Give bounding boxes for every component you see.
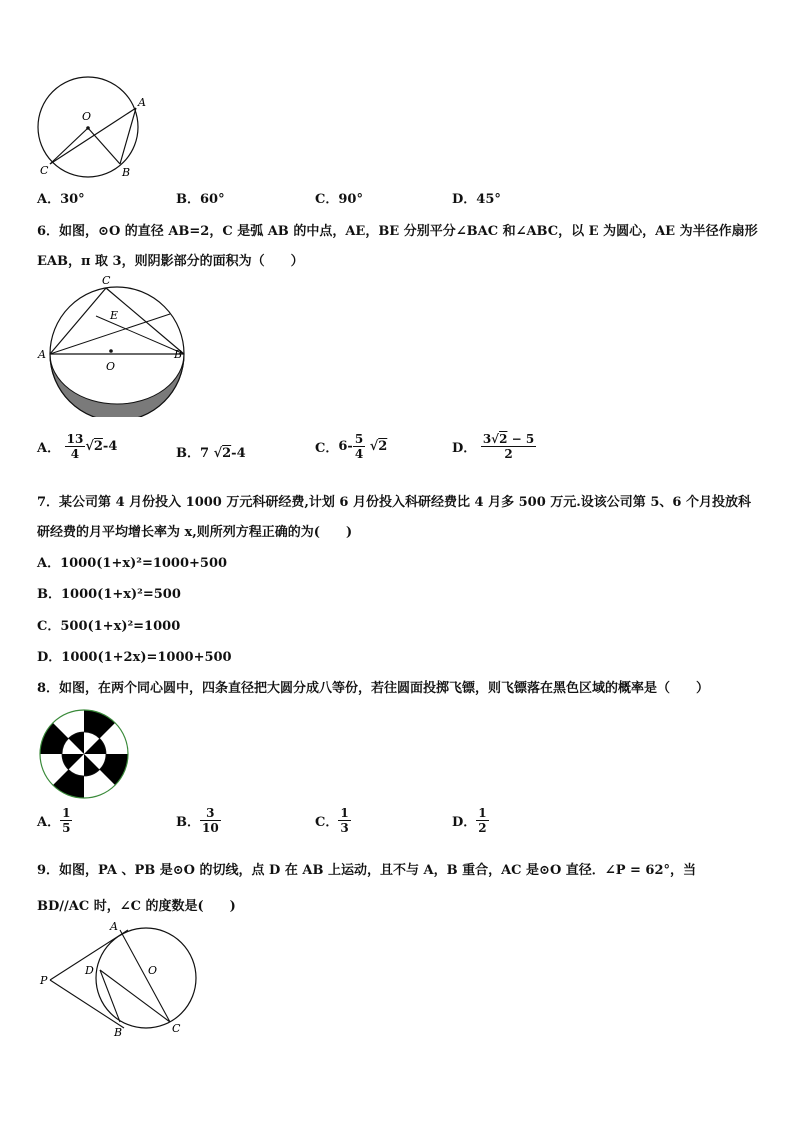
q5-line-AC — [50, 108, 136, 164]
q5-label-B: B — [122, 166, 131, 179]
q9-figure — [36, 918, 202, 1042]
q9-label-D: D — [85, 964, 94, 977]
q6-label-B: B — [174, 348, 183, 361]
q8-option-c: C． $\frac{1}{3}$ — [315, 806, 349, 835]
q9-diameter-AC — [120, 930, 170, 1022]
q8-option-a: A． $\frac{1}{5}$ — [37, 806, 71, 835]
q9-label-B: B — [114, 1026, 123, 1039]
q7-stem-line2: 研经费的月平均增长率为 x,则所列方程正确的为( ) — [37, 525, 353, 540]
q9-label-A: A — [110, 920, 118, 933]
q9-label-C: C — [172, 1022, 181, 1035]
q6-figure — [34, 272, 190, 417]
q8-stem-line1: 8．如图，在两个同心圆中，四条直径把大圆分成八等份，若往圆面投掷飞镖，则飞镖落在黑色区域的概率是（ ） — [37, 681, 710, 696]
q5-label-O: O — [82, 110, 92, 123]
q6-stem-line2: EAB，π 取 3，则阴影部分的面积为（ ） — [37, 254, 304, 269]
q8-option-d: D． $\frac{1}{2}$ — [452, 806, 487, 835]
q6-center-dot — [109, 349, 113, 353]
q5-option-d: D．45° — [452, 192, 501, 207]
q6-option-a: A． $\frac{13}{4}$ √2-4 — [37, 432, 118, 461]
q9-label-P: P — [40, 974, 48, 987]
q6-label-E: E — [110, 309, 119, 322]
q5-option-b: B．60° — [176, 192, 225, 207]
q5-label-A: A — [138, 96, 146, 109]
q5-option-a: A．30° — [37, 192, 85, 207]
q5-center-dot — [86, 126, 90, 130]
q5-line-OB — [88, 128, 120, 164]
q6-label-O: O — [106, 360, 116, 373]
q5-label-C: C — [40, 164, 49, 177]
q5-line-OC — [50, 128, 88, 164]
q6-option-d: D． $\frac{3√2 - 5}{2}$ — [452, 432, 535, 461]
q7-option-c: C．500(1+x)²=1000 — [37, 619, 181, 634]
q8-dartboard-figure — [38, 708, 130, 800]
q6-option-b: B．7 √2-4 — [176, 446, 246, 461]
q7-option-d: D．1000(1+2x)=1000+500 — [37, 650, 232, 665]
q6-shaded-region — [50, 354, 184, 417]
q7-option-a: A．1000(1+x)²=1000+500 — [37, 556, 228, 571]
q9-label-O: O — [148, 964, 158, 977]
q6-label-C: C — [102, 274, 111, 287]
q7-option-b: B．1000(1+x)²=500 — [37, 587, 181, 602]
q6-label-A: A — [38, 348, 46, 361]
q9-stem-line2: BD//AC 时，∠C 的度数是( ) — [37, 899, 236, 914]
q7-stem-line1: 7．某公司第 4 月份投入 1000 万元科研经费,计划 6 月份投入科研经费比 4 月多 500 万元.设该公司第 5、6 个月投放科 — [37, 495, 751, 510]
q5-option-c: C．90° — [315, 192, 363, 207]
q6-option-c: C．6- $\frac{5}{4}$ √2 — [315, 432, 388, 461]
q6-stem-line1: 6．如图，⊙O 的直径 AB=2，C 是弧 AB 的中点，AE，BE 分别平分∠BAC 和∠ABC，以 E 为圆心，AE 为半径作扇形 — [37, 224, 758, 239]
q8-option-b: B． $\frac{3}{10}$ — [176, 806, 219, 835]
q5-figure — [30, 72, 155, 184]
q9-stem-line1: 9．如图，PA 、PB 是⊙O 的切线，点 D 在 AB 上运动，且不与 A，B 重合，AC 是⊙O 直径．∠P = 62°，当 — [37, 863, 697, 878]
